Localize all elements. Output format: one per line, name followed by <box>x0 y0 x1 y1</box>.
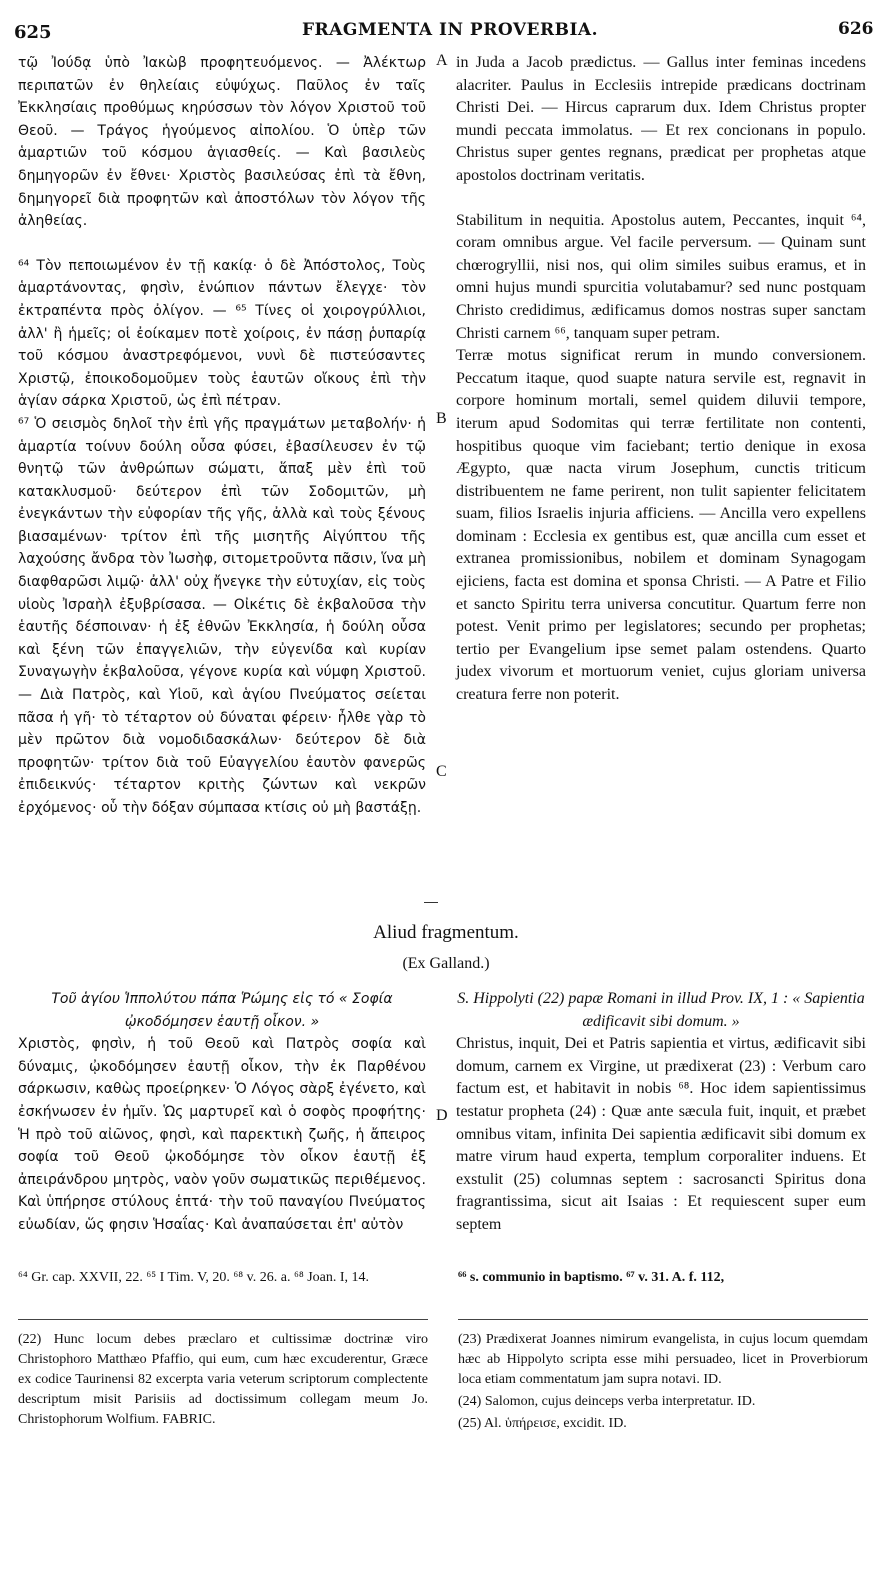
note-item: (25) Al. ὑπήρεισε, excidit. ID. <box>458 1416 627 1431</box>
note-item: (24) Salomon, cujus deinceps verba interpretatur. ID. <box>458 1394 756 1409</box>
notes-left <box>18 1330 428 1432</box>
greek-heading: Τοῦ ἁγίου Ἱππολύτου πάπα Ῥώμης εἰς τό « Σοφία ᾠκοδόμησεν ἑαυτῇ οἶκον. » <box>51 991 393 1030</box>
footnotes-right: ⁶⁶ s. communio in baptismo. ⁶⁷ v. 31. A. f. 112, <box>458 1270 725 1285</box>
latin-paragraph: Stabilitum in nequitia. Apostolus autem, Peccantes, inquit ⁶⁴, coram omnibus argue. Vel facile perversum. — Quinam sunt chœrogryllii, nisi nos, qui olim similes suibus eramus, et in omni hujus mundi spurcitia volutabamur? sed nunc postquam Christo credidimus, ædificamus domos nostras super sanctam Christi carnem ⁶⁶, tanquam super petram. <box>456 211 866 342</box>
section-title: Aliud fragmentum. <box>373 922 519 943</box>
greek-column-bottom <box>18 988 426 1237</box>
page-number-left: 625 <box>14 22 52 43</box>
notes-right <box>458 1330 868 1436</box>
greek-paragraph: ⁶⁷ Ὁ σεισμὸς δηλοῖ τὴν ἐπὶ γῆς πραγμάτων μεταβολήν· ἡ ἁμαρτία τοίνυν δούλη οὖσα φύσει, ἐβασίλευσεν ἐν τῷ θνητῷ τῶν ἀνθρώπων σώματι, ἅπαξ μὲν ἐπὶ τοῦ κατακλυσμοῦ· δεύτερον ἐπὶ τῶν Σοδομιτῶν, μὴ ἐνεγκάντων τὴν εὐφορίαν τῆς γῆς, ἀλλὰ καὶ τοὺς ξένους βιασαμένων· τρίτον ἐπὶ τῆς μισητῆς Αἰγύπτου τῆς λαχούσης ἄνδρα τὸν Ἰωσὴφ, σιτομετροῦντα πᾶσιν, ἵνα μὴ διαφθαρῶσι λιμῷ· ἀλλ' οὐχ ἤνεγκε τὴν εὐτυχίαν, εἰς τοὺς υἱοὺς Ἰσραὴλ ἐξυβρίσασα. — Οἰκέτις δὲ ἐκβαλοῦσα τὴν ἑαυτῆς δέσποιναν· ἡ ἐξ ἐθνῶν Ἐκκλησία, ἡ δούλη οὖσα καὶ ξένη τῶν ἐπαγγελιῶν, τὴν εὐγενίδα καὶ κυρίαν Συναγωγὴν ἐκβαλοῦσα, γέγονε κυρία καὶ νύμφη Χριστοῦ. — Διὰ Πατρὸς, καὶ Υἱοῦ, καὶ ἁγίου Πνεύματος σείεται πᾶσα ἡ γῆ· τὸ τέταρτον οὐ δύναται φέρειν· ἦλθε γὰρ τὸ μὲν πρῶτον διὰ νομοδιδασκάλων· δεύτερον δὲ διὰ προφητῶν· τρίτον διὰ τοῦ Εὐαγγελίου ἑαυτὸν φανερῶς ἐπιδεικνύς· τέταρτον κριτὴς ζώντων καὶ νεκρῶν ἐρχόμενος· οὗ τὴν δόξαν σύμπασα κτίσις οὐ μὴ βαστάξῃ. <box>18 415 426 816</box>
section-divider <box>424 902 438 903</box>
greek-paragraph: Χριστὸς, φησὶν, ἡ τοῦ Θεοῦ καὶ Πατρὸς σοφία καὶ δύναμις, ᾠκοδόμησεν ἑαυτῇ οἶκον, τὴν ἐκ Παρθένου σάρκωσιν, καθὼς προείρηκεν· Ὁ Λόγος σὰρξ ἐγένετο, καὶ ἐσκήνωσεν ἐν ἡμῖν. Ὡς μαρτυρεῖ καὶ ὁ σοφὸς προφήτης· Ἡ πρὸ τοῦ αἰῶνος, φησὶ, καὶ παρεκτικὴ ζωῆς, ἡ ἄπειρος σοφία τοῦ Θεοῦ ᾠκοδόμησε τὸν οἶκον ἑαυτῇ ἐξ ἀπειράνδρου μητρὸς, ναὸν γοῦν σωματικῶς περιθέμενος. Καὶ ὑπήρησε στύλους ἑπτά· τὴν τοῦ παναγίου Πνεύματος εὐωδίαν, ὥς φησιν Ἡσαΐας· Καὶ ἀναπαύσεται ἐπ' αὐτὸν <box>18 1036 426 1233</box>
greek-paragraph: ⁶⁴ Τὸν πεποιωμένον ἐν τῇ κακίᾳ· ὁ δὲ Ἀπόστολος, Τοὺς ἁμαρτάνοντας, φησὶν, ἐνώπιον πάντων ἔλεγχε· τὸν ἐκτραπέντα πρὸς ὀλίγον. — ⁶⁵ Τίνες οἱ χοιρογρύλλιοι, ἀλλ' ἢ ἡμεῖς; οἱ ἐοίκαμεν ποτὲ χοίροις, ἐν πάσῃ ῥυπαρίᾳ τοῦ κόσμου ἀναστρεφόμενοι, νυνὶ δὲ πιστεύσαντες Χριστῷ, ἐποικοδομοῦμεν τοὺς ἑαυτῶν οἴκους ἐπὶ τὴν ἁγίαν σάρκα Χριστοῦ, ὡς ἐπὶ πέτραν. <box>18 257 426 410</box>
section-subtitle: (Ex Galland.) <box>402 955 490 972</box>
greek-column-top <box>18 52 426 820</box>
latin-column-bottom <box>456 988 866 1237</box>
notes-rule-right <box>458 1319 868 1320</box>
page-header <box>0 0 892 50</box>
latin-paragraph: Christus, inquit, Dei et Patris sapientia et virtus, ædificavit sibi domum, carnem ex Virgine, ut prædixerat (23) : Verbum caro factum est, et habitavit in nobis ⁶⁸. Hoc idem sapientissimus testatur propheta (24) : Quæ ante sæcula fuit, inquit, et præbet omnibus vitam, infinita Dei sapientia ædificavit sibi domum ex matre virum haud experta, templum corporaliter induens. Et exstulit (25) columnas septem : sacrosancti Spiritus dona fragrantissima, sicut ait Isaias : Et requiescent super eum septem <box>456 1035 866 1233</box>
footnotes-left: ⁶⁴ Gr. cap. XXVII, 22. ⁶⁵ I Tim. V, 20. ⁶⁸ v. 26. a. ⁶⁸ Joan. I, 14. <box>18 1270 370 1285</box>
margin-marker-d: D <box>436 1107 448 1124</box>
margin-marker-a: A <box>436 52 448 69</box>
notes-rule-left <box>18 1319 428 1320</box>
note-item: (22) Hunc locum debes præclaro et cultissimæ doctrinæ viro Christophoro Matthæo Pfaffio, qui eum, cum hæc excuderentur, Græce ex codice Taurinensi 82 excerpta varia veterum scriptorum complectente descriptum misit Parisiis ad doctissimum collegam meum Jo. Christophorum Wolfium. FABRIC. <box>18 1332 428 1427</box>
latin-paragraph: Terræ motus significat rerum in mundo conversionem. Peccatum itaque, quod suapte natura servile est, regnavit in corpore hominum mortali, semel quidem diluvii tempore, iterum apud Sodomitas qui terræ fertilitate non contenti, hospitibus quoque vim faciebant; tertio denique in exosa Ægypto, quæ nacta virum Josephum, cunctis triticum distribuentem ne fame perirent, non tulit sapienter felicitatem suam, filios Israelis injuria afficiens. — Ancilla vero expellens dominam : Ecclesia ex gentibus est, quæ ancilla cum esset et extranea promissionibus, nobilem et dominam Synagogam ejiciens, facta est domina et sponsa Christi. — A Patre et Filio et sancto Spiritu terra universa concutitur. Quartum ferre non potest. Venit primo per legislatores; secundo per prophetas; tertio per Evangelium ipse semet palam ostendens. Quarto judex vivorum et mortuorum veniet, cujus gloriam universa creatura ferre non poterit. <box>456 347 866 704</box>
latin-heading: S. Hippolyti (22) papæ Romani in illud Prov. IX, 1 : « Sapientia ædificavit sibi domum. » <box>457 990 865 1030</box>
greek-paragraph: τῷ Ἰούδᾳ ὑπὸ Ἰακὼβ προφητευόμενος. — Ἀλέκτωρ περιπατῶν ἐν θηλείαις εὐψύχως. Παῦλος ἐν ταῖς Ἐκκλησίαις προθύμως κηρύσσων τὸν λόγον Χριστοῦ τοῦ Θεοῦ. — Τράγος ἡγούμενος αἰπολίου. Ὁ ὑπὲρ τῶν ἁμαρτιῶν τοῦ κόσμου ἁγιασθείς. — Καὶ βασιλεὺς δημηγορῶν ἐν ἔθνει· Χριστὸς βασιλεύσας ἐπὶ τὰ ἔθνη, δημηγορεῖ διὰ προφητῶν καὶ ἀποστόλων τὸν λόγον τῆς ἀληθείας. <box>18 55 426 230</box>
margin-marker-b: B <box>436 410 447 427</box>
page-number-right: 626 <box>838 19 874 39</box>
latin-paragraph: in Juda a Jacob prædictus. — Gallus inter feminas incedens alacriter. Paulus in Ecclesiis intrepide prædicans doctrinam Christi Dei. — Hircus caprarum dux. Idem Christus propter mundi peccata immolatus. — Et rex concionans in populo. Christus super gentes regnans, prædicat per prophetas atque apostolos doctrinam veritatis. <box>456 54 866 184</box>
margin-marker-c: C <box>436 763 447 780</box>
latin-column-top <box>456 52 866 707</box>
note-item: (23) Prædixerat Joannes nimirum evangelista, in cujus locum quemdam hæc ab Hippolyto scripta esse mihi persuadeo, licet in Proverbiorum loca etiam commentatum jam supra notavi. ID. <box>458 1332 868 1387</box>
running-title: FRAGMENTA IN PROVERBIA. <box>301 20 599 40</box>
